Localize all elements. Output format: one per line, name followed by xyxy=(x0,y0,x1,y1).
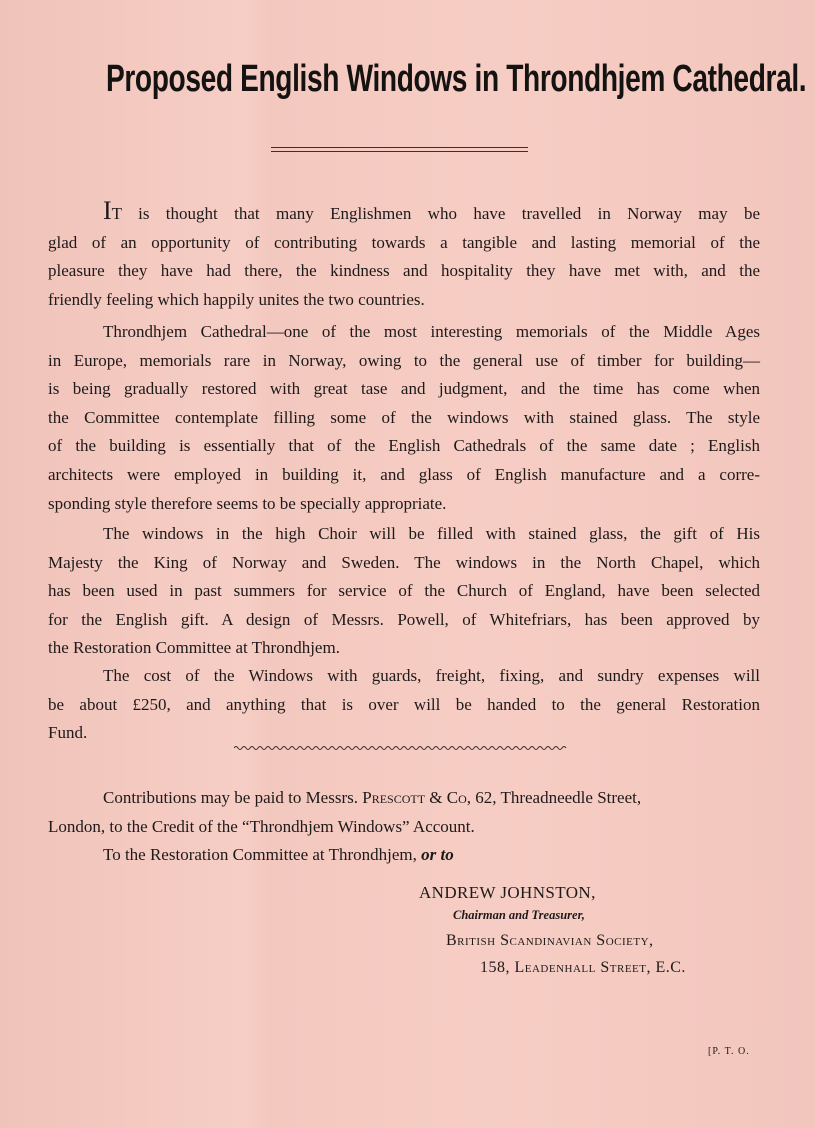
contributions-block xyxy=(48,784,760,870)
paragraph-1 xyxy=(48,196,760,314)
paragraph-line: of the building is essentially that of the English Cathedrals of the same date ; English xyxy=(48,436,760,456)
or-to-text: or to xyxy=(421,845,454,865)
paragraph-line: be about £250, and anything that is over will be handed to the general Restoration xyxy=(48,694,760,714)
paragraph-line: glad of an opportunity of contributing towards a tangible and lasting memorial of the xyxy=(48,232,760,252)
contributions-line-1: Contributions may be paid to Messrs. Prescott & Co, 62, Threadneedle Street, xyxy=(103,788,642,807)
paragraph-2 xyxy=(48,318,760,518)
firm-name: Prescott & Co xyxy=(362,788,467,807)
paragraph-3 xyxy=(48,520,760,663)
signatory-address: 158, Leadenhall Street, E.C. xyxy=(480,959,686,976)
paragraph-line: The windows in the high Choir will be filled with stained glass, the gift of His xyxy=(103,524,760,543)
paragraph-line: has been used in past summers for service of the Church of England, have been selected xyxy=(48,581,760,601)
paragraph-line: Throndhjem Cathedral—one of the most interesting memorials of the Middle Ages xyxy=(103,322,760,341)
paragraph-line: pleasure they have had there, the kindness and hospitality they have met with, and the xyxy=(48,261,760,281)
paragraph-line: The cost of the Windows with guards, freight, fixing, and sundry expenses will xyxy=(103,666,760,685)
drop-cap: I xyxy=(103,196,112,225)
please-turn-over: [P. T. O. xyxy=(708,1046,750,1057)
paragraph-line: friendly feeling which happily unites the two countries. xyxy=(48,289,425,309)
paragraph-line: Fund. xyxy=(48,723,88,743)
contributions-line-2: London, to the Credit of the “Throndhjem Windows” Account. xyxy=(48,816,475,836)
contributions-line-3: To the Restoration Committee at Throndhjem, or to xyxy=(103,845,454,865)
wavy-divider xyxy=(234,744,568,752)
title-double-rule xyxy=(271,147,528,152)
paragraph-line: in Europe, memorials rare in Norway, owing to the general use of timber for building— xyxy=(48,350,760,370)
document-title: Proposed English Windows in Throndhjem Cathedral. xyxy=(105,58,807,100)
paragraph-line: is being gradually restored with great tase and judgment, and the time has come when xyxy=(48,379,760,399)
signatory-role: Chairman and Treasurer, xyxy=(453,908,585,922)
paragraph-4 xyxy=(48,662,760,748)
signatory-name: ANDREW JOHNSTON, xyxy=(419,883,596,902)
paragraph-line: the Committee contemplate filling some of the windows with stained glass. The style xyxy=(48,407,760,427)
signatory-organization: British Scandinavian Society, xyxy=(446,932,654,949)
paragraph-line: the Restoration Committee at Throndhjem. xyxy=(48,638,340,658)
paragraph-line: Majesty the King of Norway and Sweden. The windows in the North Chapel, which xyxy=(48,552,760,572)
paragraph-line: architects were employed in building it, and glass of English manufacture and a corre- xyxy=(48,464,760,484)
paragraph-line: for the English gift. A design of Messrs. Powell, of Whitefriars, has been approved by xyxy=(48,609,760,629)
paragraph-line: sponding style therefore seems to be specially appropriate. xyxy=(48,493,447,513)
paragraph-line: IT is thought that many Englishmen who have travelled in Norway may be xyxy=(103,196,760,225)
